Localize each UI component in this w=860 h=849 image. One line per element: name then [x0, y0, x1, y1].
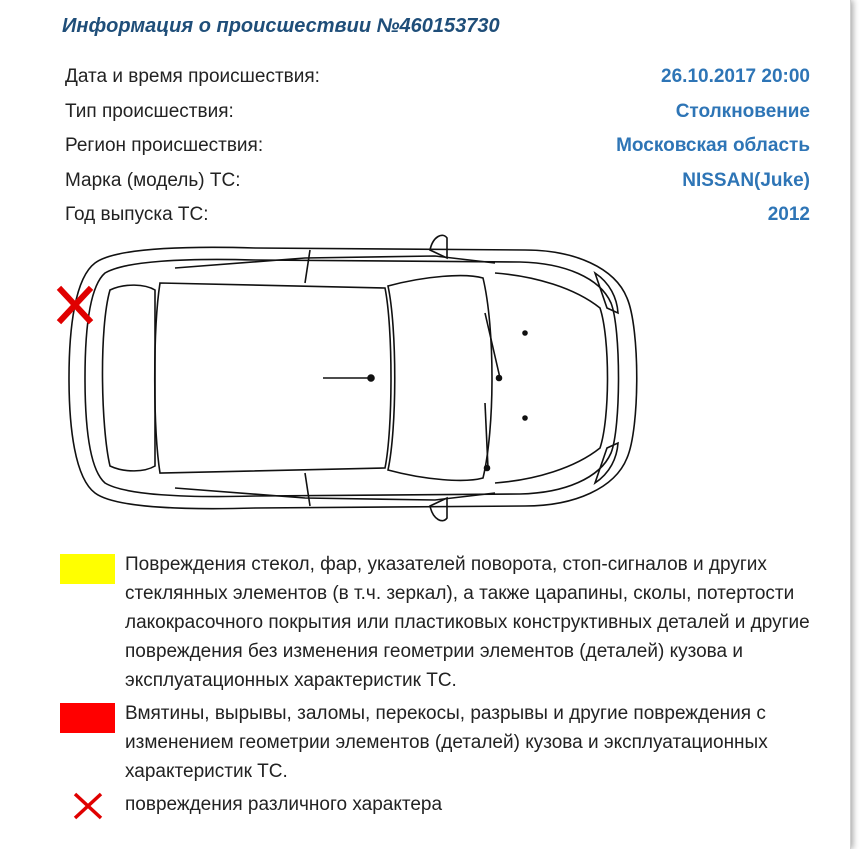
info-label: Марка (модель) ТС:	[65, 169, 241, 191]
door-split-top	[305, 250, 310, 283]
legend-text: Повреждения стекол, фар, указателей поворота, стоп-сигналов и других стеклянных элементов (в т.ч. зеркал), а также царапины, сколы, потертости лакокрасочного покрытия или пластиковых конструктивных деталей и другие повреждения без изменения геометрии элементов (деталей) кузова и эксплуатационных характеристик ТС.	[125, 554, 810, 691]
legend-item-x	[60, 790, 820, 820]
info-row-model	[65, 164, 810, 199]
mirror-bottom	[430, 498, 447, 521]
info-row-region	[65, 129, 810, 164]
info-row-type	[65, 95, 810, 130]
info-label: Тип происшествия:	[65, 100, 234, 122]
incident-title: Информация о происшествии №460153730	[62, 15, 500, 37]
info-value: 26.10.2017 20:00	[661, 66, 810, 88]
car-damage-diagram	[55, 228, 650, 528]
antenna-base	[368, 375, 374, 381]
damage-legend	[60, 550, 820, 824]
mirror-top	[430, 235, 447, 258]
washer-dot-2	[523, 416, 527, 420]
info-label: Дата и время происшествия:	[65, 66, 320, 88]
wiper-pivot	[497, 376, 502, 381]
info-value: Московская область	[616, 135, 810, 157]
legend-item-yellow	[60, 550, 820, 695]
legend-text: Вмятины, вырывы, заломы, перекосы, разрывы и другие повреждения с изменением геометрии элементов (деталей) кузова и эксплуатационных характеристик ТС.	[125, 703, 768, 782]
legend-text: повреждения различного характера	[125, 794, 443, 815]
legend-item-red	[60, 699, 820, 786]
legend-swatch-red	[60, 703, 115, 733]
info-label: Регион происшествия:	[65, 135, 264, 157]
info-row-date	[65, 60, 810, 95]
windshield	[388, 276, 492, 481]
incident-info-table	[65, 60, 810, 233]
wiper-pivot-2	[485, 466, 490, 471]
door-split-bottom	[305, 473, 310, 506]
info-value: 2012	[767, 204, 810, 226]
info-label: Год выпуска ТС:	[65, 204, 209, 226]
info-value: Столкновение	[675, 100, 810, 122]
x-icon	[60, 790, 115, 820]
washer-dot-1	[523, 331, 527, 335]
rear-window	[102, 285, 155, 471]
info-value: NISSAN(Juke)	[682, 169, 810, 191]
legend-swatch-yellow	[60, 554, 115, 584]
hood	[495, 273, 608, 483]
damage-x-icon	[61, 290, 89, 320]
